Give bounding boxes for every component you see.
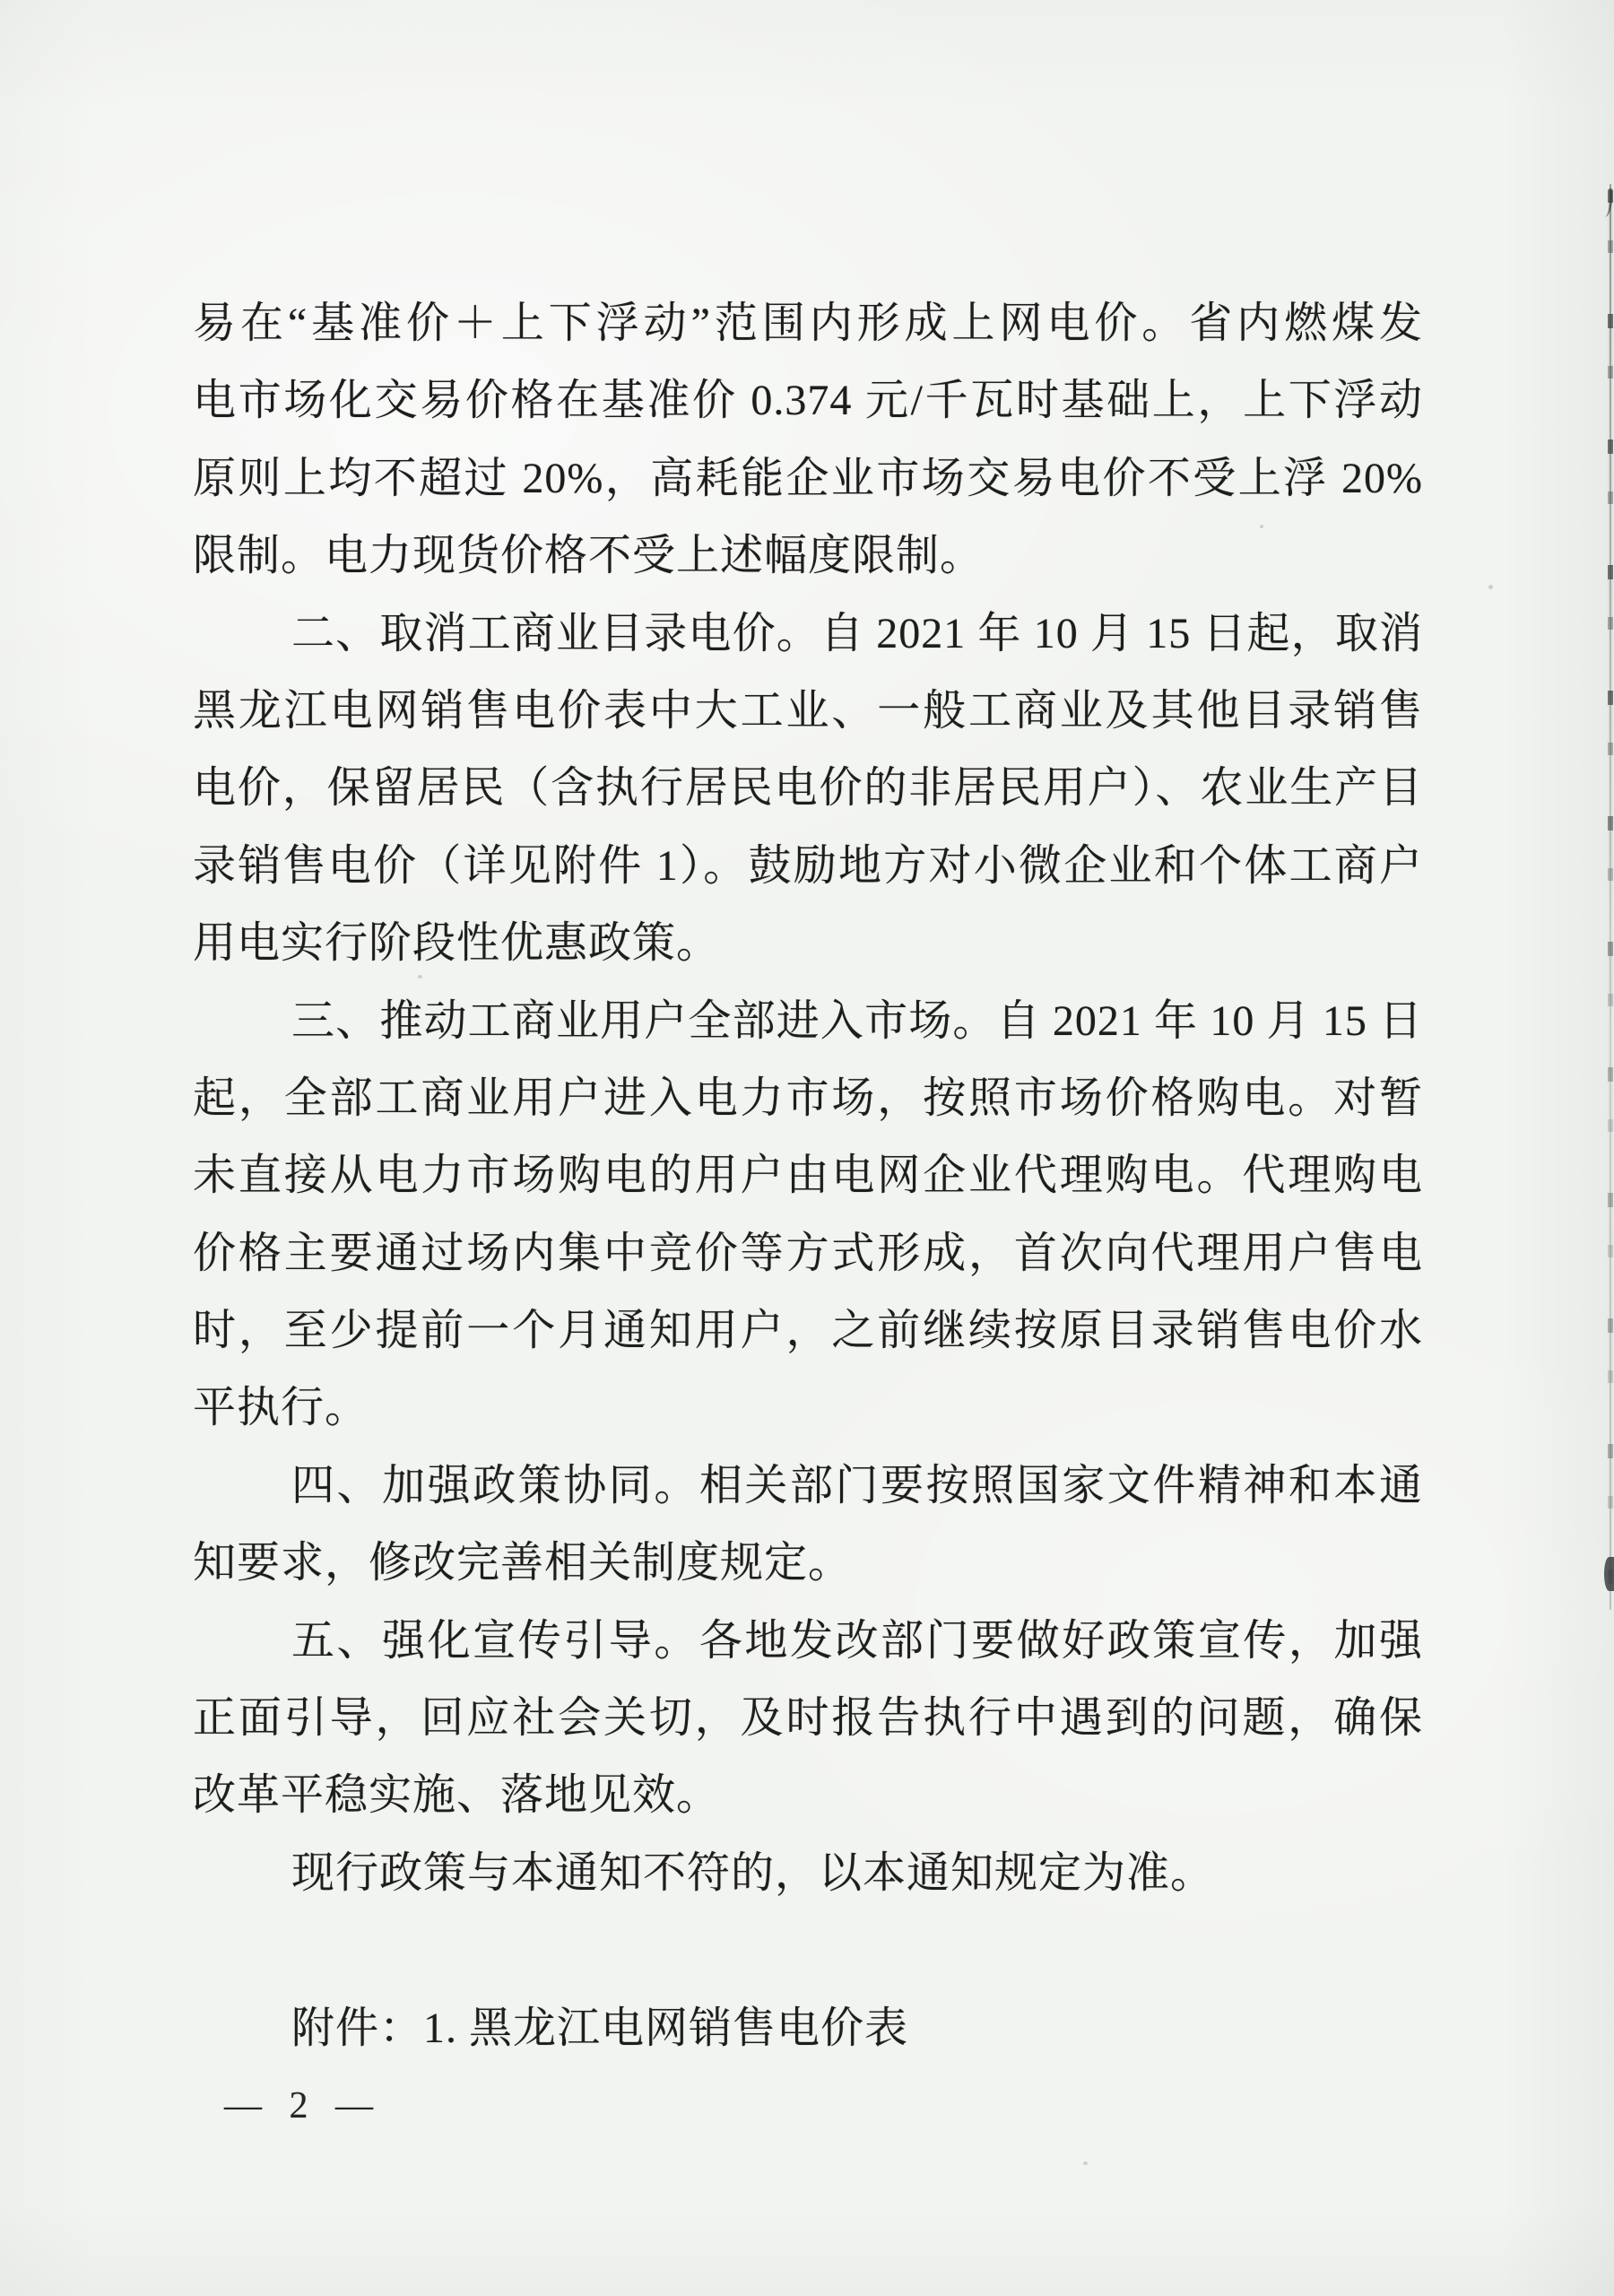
text-line: 录销售电价（详见附件 1）。鼓励地方对小微企业和个体工商户 (193, 841, 1423, 890)
text-line: 电价，保留居民（含执行居民电价的非居民用户）、农业生产目 (193, 764, 1423, 813)
text-line: 知要求，修改完善相关制度规定。 (193, 1539, 853, 1587)
text-line: 五、强化宣传引导。各地发改部门要做好政策宣传，加强 (291, 1616, 1423, 1665)
attachment-line: 附件：1. 黑龙江电网销售电价表 (291, 2004, 909, 2052)
paper-speck (1083, 2161, 1088, 2165)
text-line: 黑龙江电网销售电价表中大工业、一般工商业及其他目录销售 (193, 686, 1423, 735)
scan-edge-artifact (1608, 188, 1613, 1587)
text-line: 三、推动工商业用户全部进入市场。自 2021 年 10 月 15 日 (291, 996, 1423, 1045)
text-line: 电市场化交易价格在基准价 0.374 元/千瓦时基础上，上下浮动 (193, 377, 1423, 425)
text-line: 用电实行阶段性优惠政策。 (193, 919, 721, 968)
text-line: 二、取消工商业目录电价。自 2021 年 10 月 15 日起，取消 (291, 609, 1423, 657)
text-line: 限制。电力现货价格不受上述幅度限制。 (193, 532, 985, 580)
paper-speck (1260, 525, 1263, 528)
paper-speck (1488, 585, 1493, 589)
text-line: 四、加强政策协同。相关部门要按照国家文件精神和本通 (291, 1461, 1423, 1509)
scan-edge-artifact (1604, 1557, 1614, 1591)
text-line: 时，至少提前一个月通知用户，之前继续按原目录销售电价水 (193, 1307, 1423, 1355)
text-line: 正面引导，回应社会关切，及时报告执行中遇到的问题，确保 (193, 1694, 1423, 1743)
page-number: — 2 — (224, 2085, 382, 2126)
document-body (193, 285, 1423, 2067)
text-line: 未直接从电力市场购电的用户由电网企业代理购电。代理购电 (193, 1152, 1423, 1200)
text-line: 改革平稳实施、落地见效。 (193, 1771, 721, 1820)
text-line: 现行政策与本通知不符的，以本通知规定为准。 (291, 1848, 1215, 1897)
paper-speck (418, 975, 422, 978)
text-line: 价格主要通过场内集中竞价等方式形成，首次向代理用户售电 (193, 1229, 1423, 1277)
text-line: 易在“基准价＋上下浮动”范围内形成上网电价。省内燃煤发 (193, 300, 1423, 347)
text-lines (193, 285, 1423, 1912)
text-line: 起，全部工商业用户进入电力市场，按照市场价格购电。对暂 (193, 1074, 1423, 1122)
text-line: 原则上均不超过 20%，高耗能企业市场交易电价不受上浮 20% (193, 454, 1423, 502)
text-line: 平执行。 (193, 1384, 369, 1432)
